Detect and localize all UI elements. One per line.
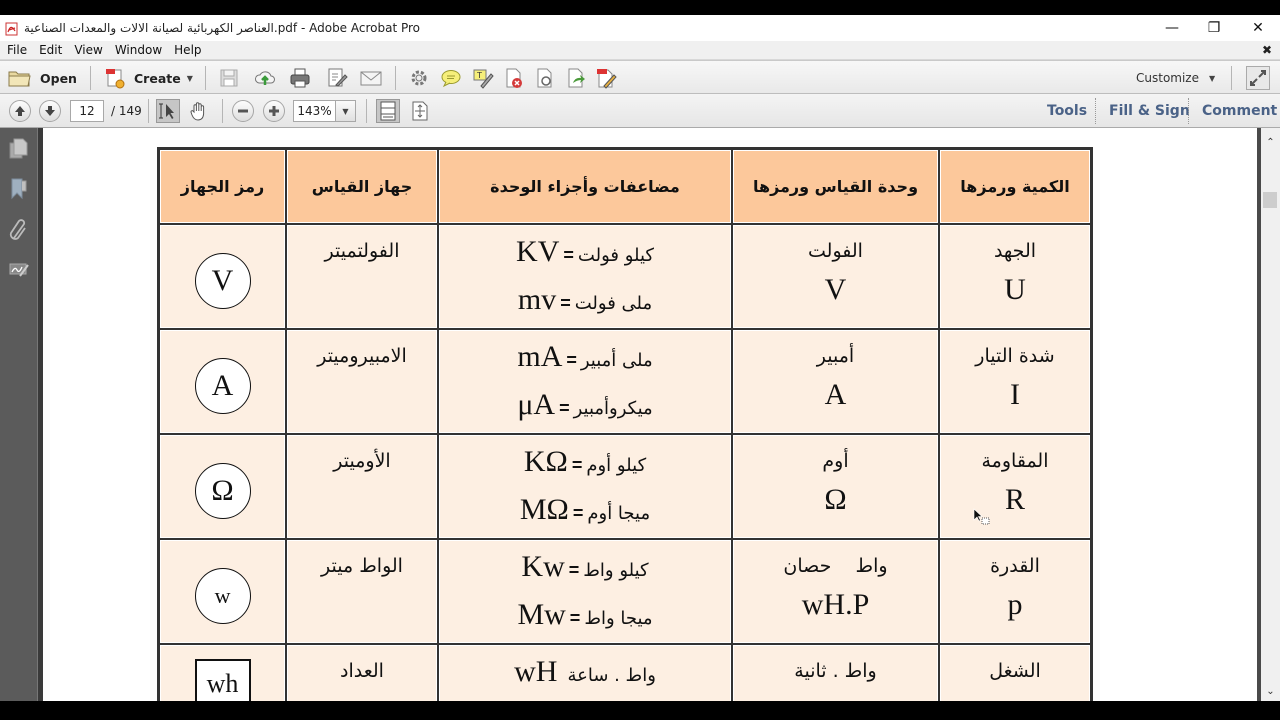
toolbar-divider [366, 99, 367, 123]
multiple-name: كيلو واط [583, 560, 649, 581]
export-page-icon[interactable] [565, 67, 587, 89]
open-button[interactable] [8, 66, 77, 90]
multiple-symbol: Mw [517, 598, 566, 631]
unit-name: واط حصان [783, 555, 888, 577]
svg-text:T: T [477, 71, 482, 80]
unit-symbol: V [824, 273, 847, 306]
zoom-dropdown-button[interactable] [335, 100, 356, 122]
form-edit-icon[interactable] [595, 67, 617, 89]
minus-icon [237, 105, 249, 117]
device-symbol-cell [159, 434, 286, 539]
fit-page-icon [409, 100, 431, 122]
device-name: الواط ميتر [321, 555, 403, 577]
equals-sign: = [560, 293, 571, 313]
multiple-line [439, 598, 731, 632]
multiple-line [439, 445, 731, 479]
scroll-thumb[interactable] [1263, 192, 1277, 208]
unit-symbol: wH.P [801, 588, 870, 621]
quantity-cell [939, 329, 1091, 434]
page-total: / 149 [111, 104, 142, 118]
unit-name: أمبير [816, 345, 855, 367]
menu-view[interactable]: View [74, 43, 103, 57]
multiple-name: واط . ساعة [567, 665, 656, 686]
header-device: جهاز القياس [286, 149, 438, 224]
equals-sign: = [568, 560, 580, 580]
device-cell [286, 434, 438, 539]
gear-icon[interactable] [408, 67, 430, 89]
device-name: الفولتميتر [324, 240, 400, 262]
equals-sign: = [566, 350, 577, 370]
scroll-down-icon[interactable]: ⌄ [1266, 686, 1275, 697]
fill-sign-pane-link[interactable]: Fill & Sign [1109, 103, 1190, 119]
quantity-symbol: p [1007, 588, 1023, 621]
multiple-line [439, 340, 731, 374]
device-name: الأوميتر [333, 450, 391, 472]
table-row [159, 224, 1091, 329]
zoom-level-input[interactable]: 143% [293, 100, 335, 122]
multiple-symbol: μA [517, 388, 556, 421]
quantity-name: القدرة [990, 555, 1040, 577]
quantity-cell [939, 539, 1091, 644]
multiple-symbol: Kw [521, 550, 565, 583]
close-window-button[interactable] [1236, 15, 1280, 41]
cloud-upload-icon[interactable] [254, 67, 276, 89]
restore-button[interactable] [1192, 15, 1236, 41]
multiple-name: كيلو فولت [577, 245, 654, 266]
bottom-black-band [0, 701, 1280, 720]
page-number-input[interactable]: 12 [70, 100, 104, 122]
multiple-name: ميكروأمبير [573, 398, 653, 419]
header-quantity: الكمية ورمزها [939, 149, 1091, 224]
hand-tool-button[interactable] [188, 100, 210, 122]
plus-icon [268, 105, 280, 117]
zoom-out-button[interactable] [232, 100, 254, 122]
multiple-name: ملى أمبير [580, 350, 653, 371]
save-icon[interactable] [218, 67, 240, 89]
multiple-name: ملى فولت [574, 293, 653, 314]
multiples-cell [438, 434, 732, 539]
fit-page-button[interactable] [409, 100, 431, 122]
quantity-cell [939, 644, 1091, 701]
equals-sign: = [559, 398, 570, 418]
quantity-symbol: U [1004, 273, 1026, 306]
multiple-name: ميجا أوم [587, 503, 651, 524]
email-icon[interactable] [360, 67, 382, 89]
equals-sign: = [571, 455, 583, 475]
device-symbol-cell [159, 644, 286, 701]
quantity-name: الشغل [989, 660, 1041, 682]
table-header-row [159, 149, 1091, 224]
multiples-cell [438, 539, 732, 644]
multiple-symbol: KV [516, 235, 560, 268]
main-toolbar [0, 60, 1280, 94]
quantity-cell [939, 224, 1091, 329]
energy-meter-symbol: wh [195, 659, 251, 701]
equals-sign: = [572, 503, 584, 523]
navigation-pane [0, 128, 37, 701]
minimize-button[interactable] [1150, 15, 1194, 41]
unit-symbol: Ω [824, 483, 847, 516]
signature-icon[interactable] [8, 258, 30, 282]
ammeter-symbol: A [195, 358, 251, 414]
top-black-band [0, 0, 1280, 15]
menu-help[interactable]: Help [174, 43, 202, 57]
scroll-up-icon[interactable]: ⌃ [1266, 137, 1275, 148]
customize-label: Customize [1136, 71, 1199, 85]
menu-file[interactable]: File [7, 43, 28, 57]
previous-page-button[interactable] [9, 100, 31, 122]
multiple-name: ميجا واط [584, 608, 653, 629]
attach-page-icon[interactable] [534, 67, 556, 89]
link-divider [1188, 98, 1189, 124]
window-title: العناصر الكهربائية لصيانة الالات والمعدات الصناعية.pdf - Adobe Acrobat Pro [24, 21, 421, 35]
multiple-line [439, 283, 731, 317]
device-name: العداد [340, 660, 384, 682]
multiple-symbol: mA [517, 340, 563, 373]
multiple-line [439, 493, 731, 527]
table-row [159, 644, 1091, 701]
multiple-line [439, 655, 731, 689]
chevron-down-icon: ▼ [1209, 73, 1216, 83]
multiple-line [439, 388, 731, 422]
multiple-line [439, 235, 731, 269]
expand-icon [1247, 67, 1269, 89]
ohmmeter-symbol: Ω [195, 463, 251, 519]
scrolling-mode-button[interactable] [376, 99, 400, 123]
equals-sign: = [569, 608, 581, 628]
create-label: Create [134, 70, 181, 86]
multiples-cell [438, 329, 732, 434]
close-icon: ✕ [1252, 20, 1264, 36]
table-row [159, 434, 1091, 539]
customize-button[interactable] [1136, 66, 1215, 90]
vertical-scrollbar[interactable] [1261, 128, 1280, 701]
toolbar-divider [205, 66, 206, 90]
tools-pane-link[interactable]: Tools [1047, 103, 1088, 119]
unit-cell [732, 539, 939, 644]
toolbar-divider [148, 99, 149, 123]
folder-icon [8, 68, 32, 88]
zoom-in-button[interactable] [263, 100, 285, 122]
unit-cell [732, 329, 939, 434]
device-name: الامبيروميتر [317, 345, 407, 367]
toolbar-divider [222, 99, 223, 123]
unit-cell [732, 644, 939, 701]
quantity-name: الجهد [993, 240, 1037, 262]
device-cell [286, 224, 438, 329]
create-button[interactable] [104, 66, 193, 90]
arrow-up-icon [14, 105, 26, 117]
toolbar-divider [1231, 66, 1232, 90]
edit-document-icon[interactable] [326, 67, 348, 89]
chevron-down-icon: ▼ [342, 106, 349, 116]
unit-cell [732, 224, 939, 329]
multiple-symbol: MΩ [519, 493, 569, 526]
units-table [157, 147, 1093, 701]
toolbar-divider [90, 66, 91, 90]
link-divider [1095, 98, 1096, 124]
print-icon[interactable] [289, 67, 311, 89]
select-tool-button[interactable] [156, 99, 180, 123]
device-cell [286, 539, 438, 644]
quantity-symbol: I [1010, 378, 1020, 411]
chevron-down-icon: ▼ [186, 73, 193, 83]
header-multiples: مضاعفات وأجزاء الوحدة [438, 149, 732, 224]
table-row [159, 539, 1091, 644]
quantity-name: المقاومة [981, 450, 1049, 472]
quantity-name: شدة التيار [975, 345, 1055, 367]
title-bar [0, 15, 1280, 41]
unit-symbol: A [824, 378, 847, 411]
minimize-icon: — [1165, 20, 1179, 36]
quantity-cell [939, 434, 1091, 539]
toolbar-divider [395, 66, 396, 90]
acrobat-pdf-icon [5, 21, 19, 35]
create-pdf-icon [104, 67, 126, 89]
highlight-text-icon[interactable] [472, 67, 494, 89]
arrow-down-icon [44, 105, 56, 117]
device-symbol-cell [159, 539, 286, 644]
mouse-cursor-icon [973, 508, 989, 524]
hand-icon [188, 100, 210, 122]
menu-bar [0, 41, 1280, 60]
navigation-toolbar [0, 94, 1280, 128]
unit-name: الفولت [808, 240, 863, 262]
menu-edit[interactable]: Edit [39, 43, 63, 57]
cursor-select-icon [157, 100, 179, 122]
open-label: Open [40, 70, 77, 86]
device-symbol-cell [159, 329, 286, 434]
header-device-symbol: رمز الجهاز [159, 149, 286, 224]
bookmark-icon[interactable] [8, 177, 30, 201]
close-document-icon[interactable]: ✖ [1261, 43, 1272, 57]
equals-sign: = [563, 245, 574, 265]
pages-icon[interactable] [8, 137, 30, 161]
voltmeter-symbol: V [195, 253, 251, 309]
header-unit: وحدة القياس ورمزها [732, 149, 939, 224]
unit-cell [732, 434, 939, 539]
device-symbol-cell [159, 224, 286, 329]
table-row [159, 329, 1091, 434]
unit-name: أوم [822, 450, 849, 472]
wattmeter-symbol: w [195, 568, 251, 624]
document-view[interactable] [43, 128, 1259, 701]
multiple-symbol: wH [514, 655, 558, 688]
next-page-button[interactable] [39, 100, 61, 122]
restore-icon: ❐ [1207, 20, 1221, 36]
unit-name: واط . ثانية [794, 660, 877, 682]
comment-bubble-icon[interactable] [440, 67, 462, 89]
fit-width-icon [377, 100, 399, 122]
device-cell [286, 644, 438, 701]
multiple-symbol: mv [517, 283, 557, 316]
menu-window[interactable]: Window [114, 43, 163, 57]
multiples-cell [438, 224, 732, 329]
fullscreen-button[interactable] [1246, 66, 1270, 90]
multiple-symbol: KΩ [523, 445, 568, 478]
attachment-icon[interactable] [8, 218, 30, 242]
quantity-symbol: R [1004, 483, 1025, 516]
device-cell [286, 329, 438, 434]
comment-pane-link[interactable]: Comment [1202, 103, 1278, 119]
delete-page-icon[interactable] [503, 67, 525, 89]
multiple-name: كيلو أوم [586, 455, 647, 476]
multiple-line [439, 550, 731, 584]
multiples-cell [438, 644, 732, 701]
